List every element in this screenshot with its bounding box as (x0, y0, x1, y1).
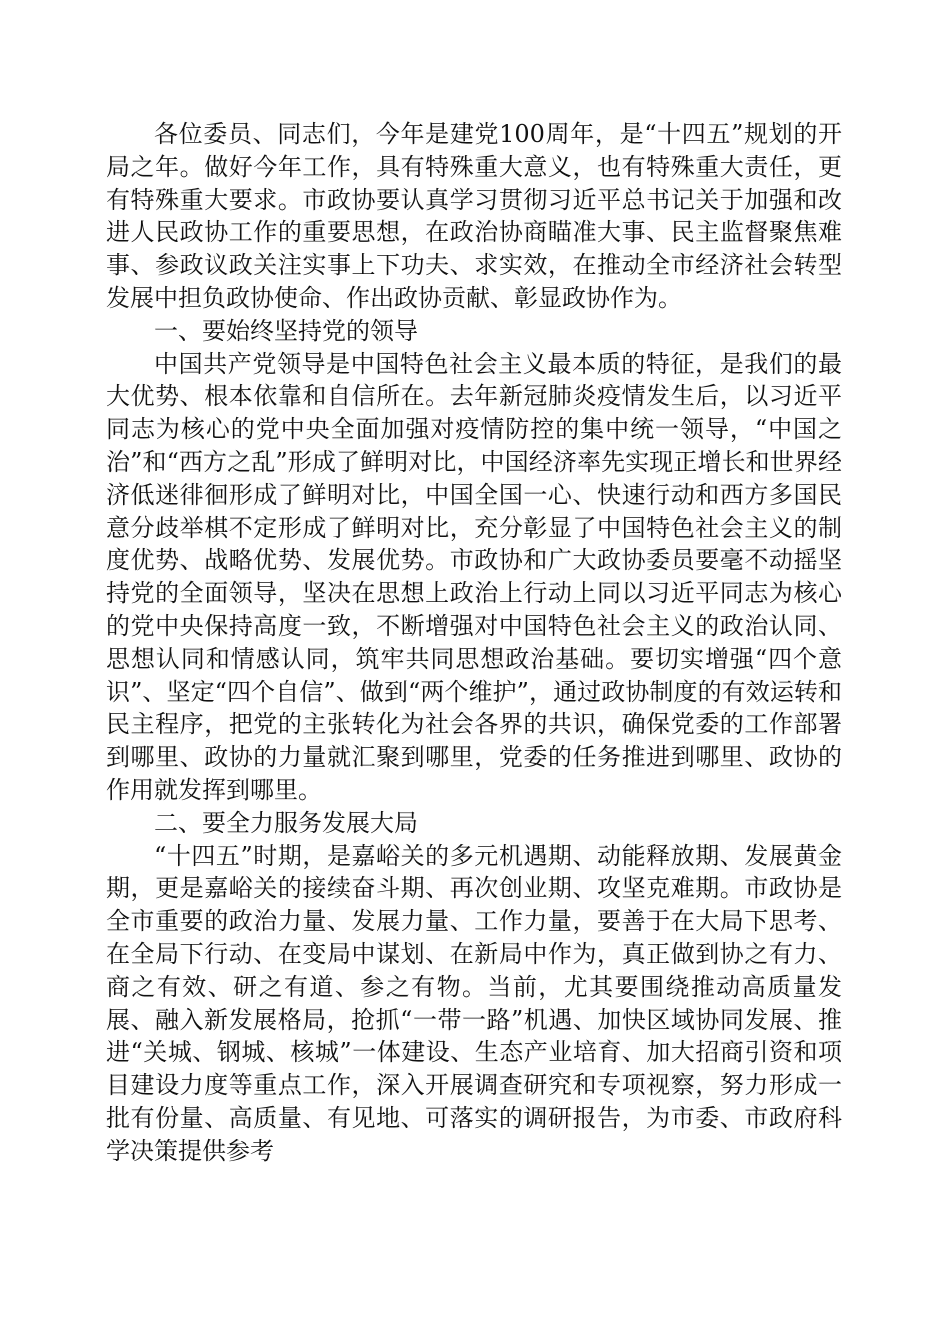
document-body (106, 118, 842, 1168)
section-heading-1: 一、要始终坚持党的领导 (154, 316, 418, 345)
section-heading-2: 二、要全力服务发展大局 (154, 808, 418, 837)
paragraph-intro: 各位委员、同志们，今年是建党100周年，是“十四五”规划的开局之年。做好今年工作，具有特殊重大意义，也有特殊重大责任，更有特殊重大要求。市政协要认真学习贯彻习近平总书记关于加强和改进人民政协工作的重要思想，在政治协商瞄准大事、民主监督聚焦难事、参政议政关注实事上下功夫、求实效，在推动全市经济社会转型发展中担负政协使命、作出政协贡献、彰显政协作为。 (106, 120, 842, 312)
paragraph-party-leadership: 中国共产党领导是中国特色社会主义最本质的特征，是我们的最大优势、根本依靠和自信所在。去年新冠肺炎疫情发生后，以习近平同志为核心的党中央全面加强对疫情防控的集中统一领导，“中国之治”和“西方之乱”形成了鲜明对比，中国经济率先实现正增长和世界经济低迷徘徊形成了鲜明对比，中国全国一心、快速行动和西方多国民意分歧举棋不定形成了鲜明对比，充分彰显了中国特色社会主义的制度优势、战略优势、发展优势。市政协和广大政协委员要毫不动摇坚持党的全面领导，坚决在思想上政治上行动上同以习近平同志为核心的党中央保持高度一致，不断增强对中国特色社会主义的政治认同、思想认同和情感认同，筑牢共同思想政治基础。要切实增强“四个意识”、坚定“四个自信”、做到“两个维护”，通过政协制度的有效运转和民主程序，把党的主张转化为社会各界的共识，确保党委的工作部署到哪里、政协的力量就汇聚到哪里，党委的任务推进到哪里、政协的作用就发挥到哪里。 (106, 349, 842, 804)
paragraph-development: “十四五”时期，是嘉峪关的多元机遇期、动能释放期、发展黄金期，更是嘉峪关的接续奋斗期、再次创业期、攻坚克难期。市政协是全市重要的政治力量、发展力量、工作力量，要善于在大局下思考、在全局下行动、在变局中谋划、在新局中作为，真正做到协之有力、商之有效、研之有道、参之有物。当前，尤其要围绕推动高质量发展、融入新发展格局，抢抓“一带一路”机遇、加快区域协同发展、推进“关城、钢城、核城”一体建设、生态产业培育、加大招商引资和项目建设力度等重点工作，深入开展调查研究和专项视察，努力形成一批有份量、高质量、有见地、可落实的调研报告，为市委、市政府科学决策提供参考 (106, 841, 842, 1165)
